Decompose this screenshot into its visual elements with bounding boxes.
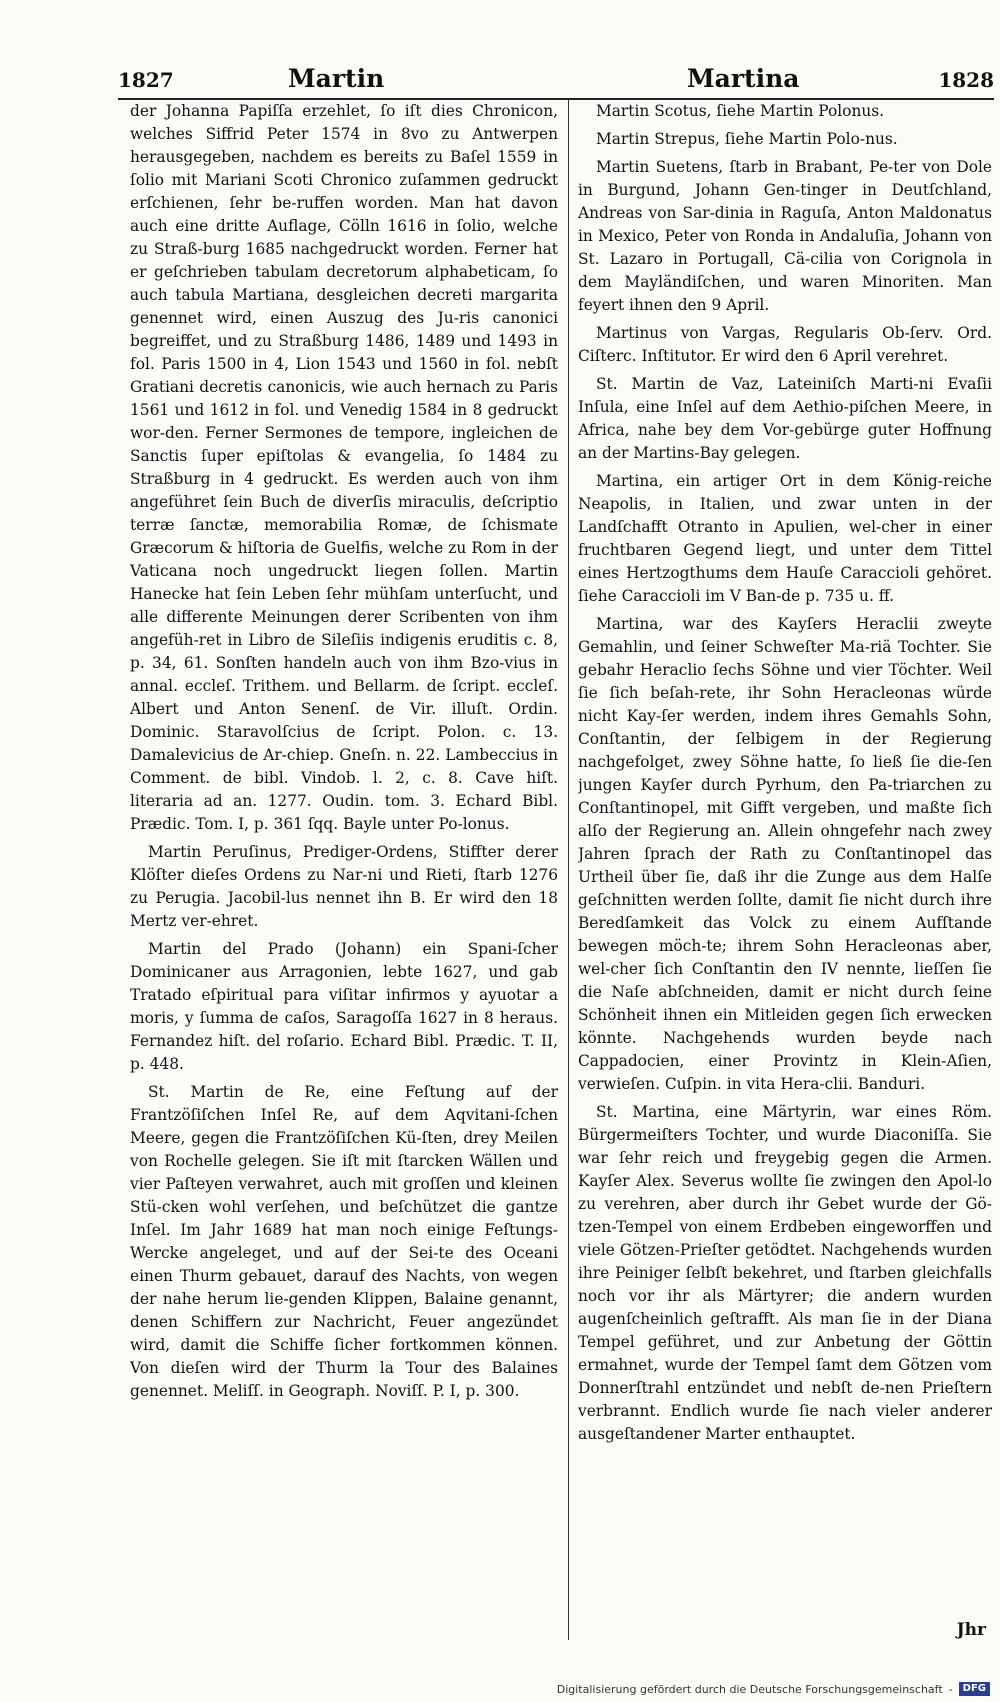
entry-paragraph: der Johanna Papiſſa erzehlet, ſo iſt dies Chronicon, welches Siffrid Peter 1574 in 8vo zu Antwerpen herausgegeben, nachdem es bereits zu Baſel 1559 in ſolio mit Mariani Scoti Chronico zuſammen gedruckt erſchienen, ſehr be-ruffen worden. Man hat davon auch eine dritte Auflage, Cölln 1616 in ſolio, welche zu Straß-burg 1685 nachgedruckt worden. Ferner hat er geſchrieben tabulam decretorum alphabeticam, ſo auch tabula Martiana, desgleichen decreti margarita genennet wird, einen Auszug des Ju-ris canonici begreiffet, und zu Straßburg 1486, 1489 und 1493 in fol. Paris 1500 in 4, Lion 1543 und 1560 in fol. nebſt Gratiani decretis canonicis, wie auch hernach zu Paris 1561 und 1612 in fol. und Venedig 1584 in 8 gedruckt wor-den. Ferner Sermones de tempore, ingleichen de Sanctis ſuper epiſtolas & evangelia, ſo 1484 zu Straßburg in 4 gedruckt. Es werden auch von ihm angeführet ſein Buch de diverſis miraculis, deſcriptio terræ ſanctæ, memorabilia Romæ, de ſchismate Græcorum & hiſtoria de Guelfis, welche zu Rom in der Vaticana noch ungedruckt liegen ſollen. Martin Hanecke hat ſein Leben ſehr mühſam unterſucht, und alle differente Meinungen derer Scribenten von ihm angefüh-ret in Libro de Sileſiis indigenis eruditis c. 8, p. 34, 61. Sonſten handeln auch von ihm Bzo-vius in annal. eccleſ. Trithem. und Bellarm. de ſcript. eccleſ. Albert und Anton Senenſ. de Vir. illuſt. Ordin. Dominic. Staravolſcius de ſcript. Polon. c. 13. Damalevicius de Ar-chiep. Gneſn. n. 22. Lambeccius in Comment. de bibl. Vindob. l. 2, c. 8. Cave hiſt. literaria ad an. 1277. Oudin. tom. 3. Echard Bibl. Prædic. Tom. I, p. 361 ſqq. Bayle unter Po-lonus. bbox=[130, 102, 558, 833]
entry-paragraph: Martina, war des Kayſers Heraclii zweyte Gemahlin, und ſeiner Schweſter Ma-riä Tochter. Sie gebahr Heraclio ſechs Söhne und vier Töchter. Weil ſie ſich beſah-rete, ihr Sohn Heracleonas würde nicht Kay-ſer werden, indem ihres Gemahls Sohn, Conſtantin, der ſelbigem in der Regierung nachgefolget, zwey Söhne hatte, ſo ließ ſie die-ſen jungen Kayſer durch Pyrhum, den Pa-triarchen zu Conſtantinopel, mit Gifft vergeben, und maßte ſich alſo der Regierung an. Allein ohngefehr nach zwey Jahren ſprach der Rath zu Conſtantinopel das Urtheil über ſie, daß ihr die Zunge aus dem Halſe geſchnitten werden ſollte, damit ſie nicht durch ihre Beredſamkeit das Volck zu einem Aufſtande bewegen möch-te; ihrem Sohn Heracleonas aber, wel-cher ſich Conſtantin den IV nennte, lieſſen ſie die Naſe abſchneiden, damit er nicht durch ſeine Schönheit ihnen ein Mitleiden gegen ſich erwecken könnte. Nachgehends wurden beyde nach Cappadocien, einer Provintz in Klein-Aſien, verwieſen. Cuſpin. in vita Hera-clii. Banduri. bbox=[578, 615, 992, 1093]
dfg-logo-icon: DFG bbox=[959, 1682, 990, 1696]
footer-text: Digitalisierung gefördert durch die Deutsche Forschungsgemeinschaft bbox=[556, 1682, 943, 1696]
running-title-left: Martin bbox=[288, 64, 385, 93]
column-divider bbox=[568, 100, 569, 1640]
page-number-left: 1827 bbox=[118, 68, 174, 92]
entry-paragraph: Martin Scotus, ſiehe Martin Polonus. bbox=[596, 102, 885, 120]
entry-paragraph: Martin Suetens, ſtarb in Brabant, Pe-ter von Dole in Burgund, Johann Gen-tinger in Deutſchland, Andreas von Sar-dinia in Raguſa, Anton Maldonatus in Mexico, Peter von Ronda in Andaluſia, Johann von St. Lazaro in Portugall, Cä-cilia von Corignola in dem Mayländiſchen, und waren Minoriten. Man feyert ihnen den 9 April. bbox=[578, 158, 992, 314]
right-column bbox=[578, 100, 992, 1675]
catchword: Jhr bbox=[956, 1620, 986, 1640]
page-header bbox=[118, 64, 994, 98]
entry-paragraph: St. Martin de Vaz, Lateiniſch Marti-ni Evaſii Inſula, eine Inſel auf dem Aethio-piſchen Meere, in Africa, nahe bey dem Vor-gebürge guter Hoffnung an der Martins-Bay gelegen. bbox=[578, 375, 992, 462]
page-number-right: 1828 bbox=[938, 68, 994, 92]
entry-paragraph: St. Martin de Re, eine Feſtung auf der Frantzöſiſchen Inſel Re, auf dem Aqvitani-ſchen Meere, gegen die Frantzöſiſchen Kü-ſten, drey Meilen von Rochelle gelegen. Sie iſt mit ſtarcken Wällen und vier Paſteyen verwahret, auch mit groſſen und kleinen Stü-cken wohl verſehen, und beſchützet die gantze Inſel. Im Jahr 1689 hat man noch einige Feſtungs-Wercke angeleget, und auf der Sei-te des Oceani einen Thurm gebauet, darauf des Nachts, von wegen der nahe herum lie-genden Klippen, Balaine genannt, denen Schiffern zur Nachricht, Feuer angezündet wird, damit die Schiffe ſicher fortkommen können. Von dieſen wird der Thurm la Tour des Balaines genennet. Meliſſ. in Geograph. Noviſſ. P. I, p. 300. bbox=[130, 1083, 558, 1400]
entry-paragraph: Martin del Prado (Johann) ein Spani-ſcher Dominicaner aus Arragonien, lebte 1627, und gab Tratado eſpiritual para viſitar infirmos y ayuotar a moris, y ſumma de caſos, Saragoſſa 1627 in 8 heraus. Fernandez hiſt. del roſario. Echard Bibl. Prædic. T. II, p. 448. bbox=[130, 940, 558, 1073]
entry-paragraph: Martin Peruſinus, Prediger-Ordens, Stiffter derer Klöſter dieſes Ordens zu Nar-ni und Rieti, ſtarb 1276 zu Perugia. Jacobil-lus nennet ihn B. Er wird den 18 Mertz ver-ehret. bbox=[130, 843, 558, 930]
entry-paragraph: Martina, ein artiger Ort in dem König-reiche Neapolis, in Italien, und zwar unten in der Landſchafft Otranto in Apulien, wel-cher in einer fruchtbaren Gegend liegt, und unter dem Tittel eines Hertzogthums dem Hauſe Caraccioli gehöret. ſiehe Caraccioli im V Ban-de p. 735 u. ff. bbox=[578, 472, 992, 605]
entry-paragraph: Martinus von Vargas, Regularis Ob-ſerv. Ord. Ciſterc. Inſtitutor. Er wird den 6 April verehret. bbox=[578, 324, 992, 365]
running-title-right: Martina bbox=[687, 64, 800, 93]
entry-paragraph: Martin Strepus, ſiehe Martin Polo-nus. bbox=[596, 130, 898, 148]
entry-paragraph: St. Martina, eine Märtyrin, war eines Röm. Bürgermeiſters Tochter, und wurde Diaconiſſa. Sie war ſehr reich und freygebig gegen die Armen. Kayſer Alex. Severus wollte ſie zwingen den Apol-lo zu verehren, aber durch ihr Gebet wurde der Gö-tzen-Tempel von einem Erdbeben eingeworffen und viele Götzen-Prieſter getödtet. Nachgehends wurden ihre Peiniger ſelbſt bekehret, und ſtarben gleichfalls noch vor ihr als Märtyrer; die andern wurden augenſcheinlich geſtrafft. Als man ſie in der Diana Tempel geführet, und zur Anbetung der Göttin ermahnet, wurde der Tempel ſamt dem Götzen vom Donnerſtrahl entzündet und nebſt de-nen Prieſtern verbrannt. Endlich wurde ſie nach vieler anderer ausgeſtandener Marter enthauptet. bbox=[578, 1103, 992, 1443]
left-column bbox=[130, 100, 558, 1675]
digitization-footer: Digitalisierung gefördert durch die Deutsche Forschungsgemeinschaft - DFG bbox=[557, 1680, 990, 1698]
